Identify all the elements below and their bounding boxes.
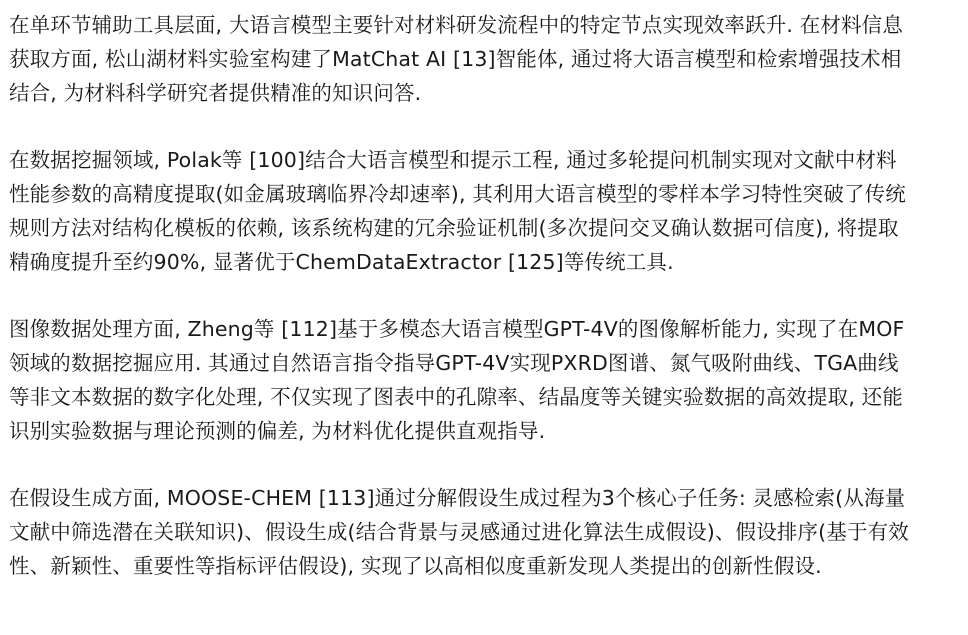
paragraph-line: 图像数据处理方面, Zheng等 [112]基于多模态大语言模型GPT-4V的图像解析能力, 实现了在MOF bbox=[9, 317, 905, 342]
paragraph-line: 识别实验数据与理论预测的偏差, 为材料优化提供直观指导. bbox=[9, 418, 546, 443]
paragraph-spacer bbox=[9, 279, 961, 313]
paragraph-line: 在数据挖掘领域, Polak等 [100]结合大语言模型和提示工程, 通过多轮提问机制实现对文献中材料 bbox=[9, 148, 897, 173]
paragraph-image-processing bbox=[9, 313, 961, 448]
document-body bbox=[9, 0, 961, 584]
paragraph-single-step-tools bbox=[9, 9, 961, 110]
paragraph-hypothesis-generation bbox=[9, 482, 961, 583]
paragraph-data-mining bbox=[9, 144, 961, 279]
paragraph-line: 精确度提升至约90%, 显著优于ChemDataExtractor [125]等传统工具. bbox=[9, 249, 674, 274]
paragraph-line: 在单环节辅助工具层面, 大语言模型主要针对材料研发流程中的特定节点实现效率跃升. 在材料信息 bbox=[9, 13, 903, 37]
paragraph-line: 性能参数的高精度提取(如金属玻璃临界冷却速率), 其利用大语言模型的零样本学习特性突破了传统 bbox=[9, 181, 906, 206]
paragraph-line: 结合, 为材料科学研究者提供精准的知识问答. bbox=[9, 80, 422, 105]
paragraph-line: 获取方面, 松山湖材料实验室构建了MatChat AI [13]智能体, 通过将大语言模型和检索增强技术相 bbox=[9, 46, 902, 71]
paragraph-line: 文献中筛选潜在关联知识)、假设生成(结合背景与灵感通过进化算法生成假设)、假设排序(基于有效 bbox=[9, 519, 909, 544]
paragraph-spacer bbox=[9, 448, 961, 482]
paragraph-line: 领域的数据挖掘应用. 其通过自然语言指令指导GPT-4V实现PXRD图谱、氮气吸附曲线、TGA曲线 bbox=[9, 350, 899, 375]
paragraph-line: 在假设生成方面, MOOSE-CHEM [113]通过分解假设生成过程为3个核心子任务: 灵感检索(从海量 bbox=[9, 486, 906, 511]
paragraph-line: 规则方法对结构化模板的依赖, 该系统构建的冗余验证机制(多次提问交叉确认数据可信度), 将提取 bbox=[9, 215, 899, 240]
paragraph-spacer bbox=[9, 110, 961, 144]
paragraph-line: 等非文本数据的数字化处理, 不仅实现了图表中的孔隙率、结晶度等关键实验数据的高效提取, 还能 bbox=[9, 384, 903, 409]
paragraph-line: 性、新颖性、重要性等指标评估假设), 实现了以高相似度重新发现人类提出的创新性假设. bbox=[9, 553, 822, 578]
